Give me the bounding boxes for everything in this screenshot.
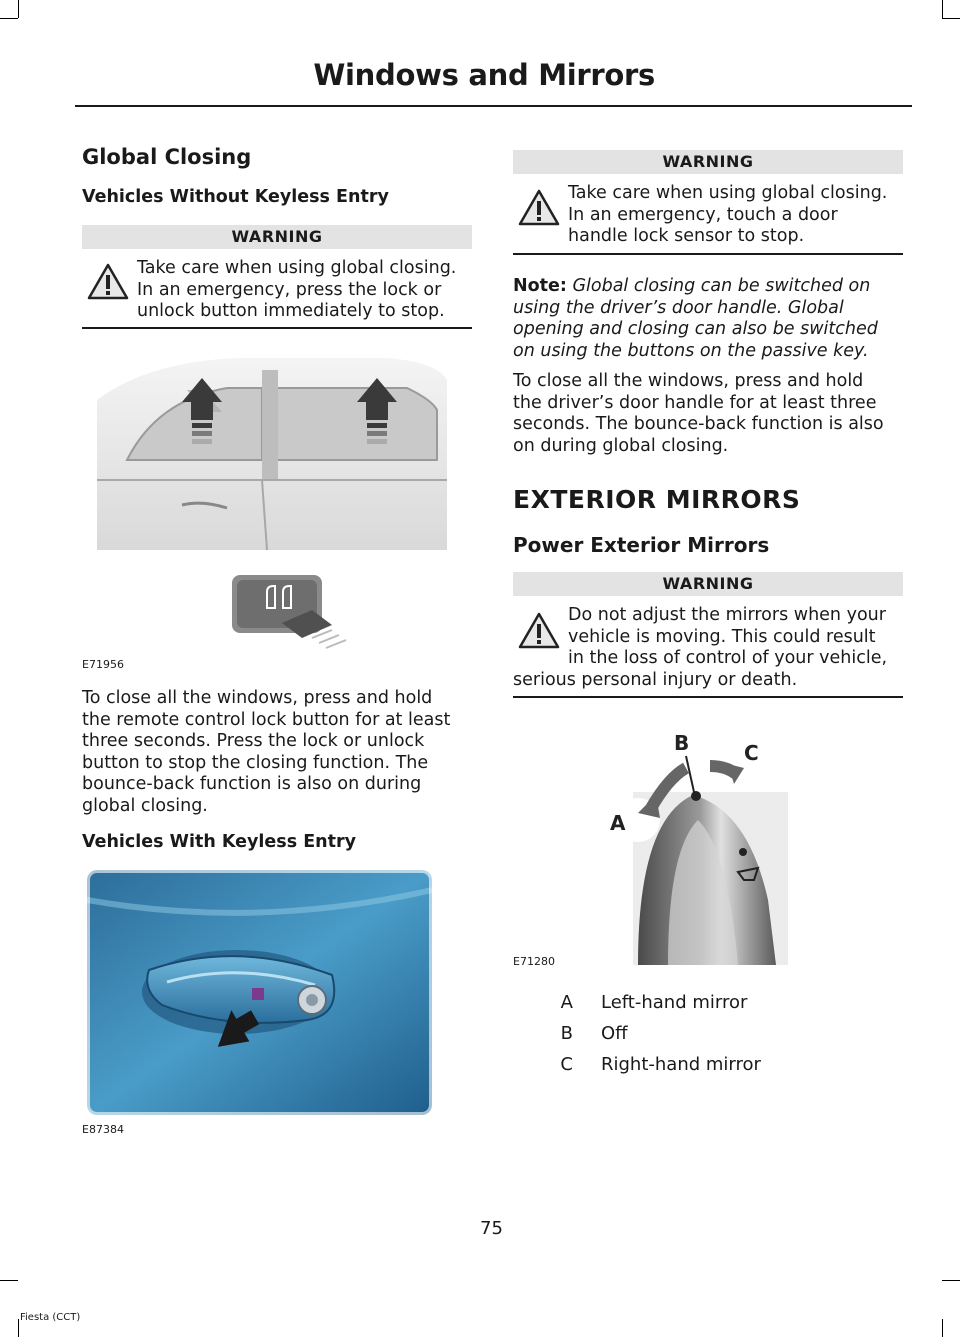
figure-code: E71956 [82, 658, 124, 671]
warning-text: Take care when using global closing. In an emergency, press the lock or unlock button immediately to stop. [137, 258, 457, 321]
paragraph-remote-closing: To close all the windows, press and hold the remote control lock button for at least three seconds. Press the lock or unlock button to stop the closing function. The bounce-back function is also on during global closing. [82, 688, 451, 816]
section-heading-global-closing: Global Closing [82, 145, 252, 169]
crop-mark [18, 0, 19, 18]
subheading-with-keyless: Vehicles With Keyless Entry [82, 832, 357, 852]
warning-bar: WARNING [82, 225, 472, 249]
mirror-control-illustration [598, 700, 793, 970]
legend-row: C Right-hand mirror [560, 1054, 761, 1075]
legend-row: A Left-hand mirror [560, 992, 748, 1013]
warning-text: Take care when using global closing. In an emergency, touch a door handle lock sensor to stop. [568, 183, 888, 246]
subheading-without-keyless: Vehicles Without Keyless Entry [82, 187, 389, 207]
warning-triangle-icon [517, 188, 561, 228]
section-heading-exterior-mirrors: EXTERIOR MIRRORS [513, 485, 801, 514]
callout-a: A [610, 811, 626, 835]
car-windows-illustration [87, 340, 472, 670]
warning-bar: WARNING [513, 572, 903, 596]
crop-mark [18, 1319, 19, 1337]
footer-model: Fiesta (CCT) [20, 1312, 81, 1323]
subheading-power-mirrors: Power Exterior Mirrors [513, 533, 770, 557]
warning-text: Do not adjust the mirrors when your vehicle is moving. This could result in the loss of control of your vehicle, serious personal injury or death. [513, 605, 888, 690]
callout-c: C [744, 741, 759, 765]
page-number: 75 [480, 1218, 503, 1239]
door-handle-photo [87, 870, 432, 1115]
warning-bar: WARNING [513, 150, 903, 174]
crop-mark [942, 1319, 943, 1337]
figure-code: E71280 [513, 955, 555, 968]
warning-triangle-icon [86, 262, 130, 302]
crop-mark [0, 1280, 18, 1281]
crop-mark [942, 1280, 960, 1281]
warning-divider [513, 696, 903, 698]
figure-code: E87384 [82, 1123, 124, 1136]
crop-mark [942, 18, 960, 19]
warning-divider [513, 253, 903, 255]
legend-row: B Off [560, 1023, 628, 1044]
crop-mark [0, 18, 18, 19]
callout-b: B [674, 731, 690, 755]
header-divider [75, 105, 912, 107]
crop-mark [942, 0, 943, 18]
note-paragraph: Note: Global closing can be switched on using the driver’s door handle. Global opening and closing can also be switched on using the buttons on the passive key. [513, 276, 878, 361]
page-header-title: Windows and Mirrors [313, 58, 655, 92]
warning-divider [82, 327, 472, 329]
paragraph-door-handle-closing: To close all the windows, press and hold the driver’s door handle for at least three seconds. The bounce-back function is also on during global closing. [513, 371, 884, 456]
